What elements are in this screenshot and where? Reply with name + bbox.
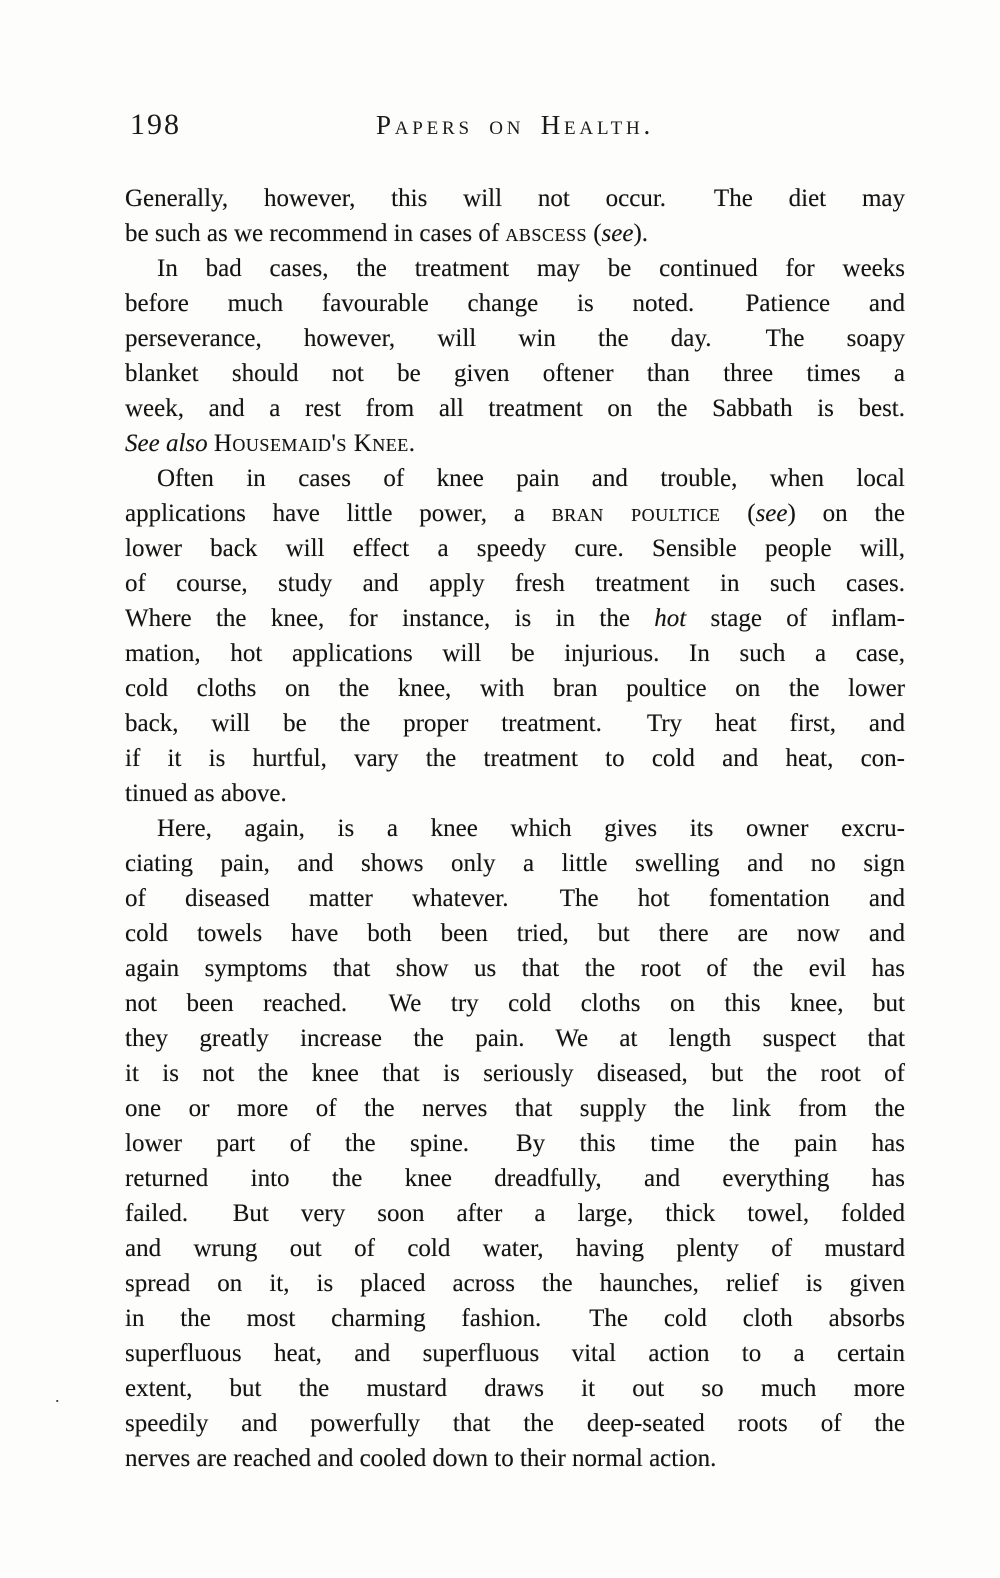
body-text: speedily and powerfully that the deep-seated roots of the <box>125 1410 905 1437</box>
body-text: cold towels have both been tried, but there are now and <box>125 920 905 947</box>
page-header <box>125 108 905 148</box>
body-text: lower part of the spine. By this time the pain has <box>125 1130 905 1157</box>
body-text: ). <box>633 220 649 247</box>
italic-text: see <box>601 220 634 247</box>
text-line <box>125 706 905 741</box>
small-caps-term: bran poultice <box>551 500 721 527</box>
italic-text: see <box>755 500 788 527</box>
body-text: . <box>408 430 415 457</box>
text-line <box>125 1196 905 1231</box>
text-line <box>125 531 905 566</box>
text-line <box>125 601 905 636</box>
small-caps-term: abscess <box>505 220 587 247</box>
body-text: applications have little power, a <box>125 500 552 527</box>
text-line <box>125 1266 905 1301</box>
body-text: ( <box>586 220 602 247</box>
text-line <box>125 1301 905 1336</box>
text-line <box>125 1441 905 1476</box>
text-block <box>125 181 905 1476</box>
text-line <box>125 741 905 776</box>
text-line <box>125 916 905 951</box>
body-text: one or more of the nerves that supply the link from the <box>125 1095 905 1122</box>
body-text: perseverance, however, will win the day. The soapy <box>125 325 905 352</box>
body-text: and wrung out of cold water, having plenty of mustard <box>125 1235 905 1262</box>
body-text: ( <box>720 500 756 527</box>
text-line <box>125 391 905 426</box>
text-line <box>125 1371 905 1406</box>
body-text: failed. But very soon after a large, thick towel, folded <box>125 1200 905 1227</box>
body-text: returned into the knee dreadfully, and everything has <box>125 1165 905 1192</box>
body-text: Often in cases of knee pain and trouble, when local <box>157 465 905 492</box>
text-line <box>125 1336 905 1371</box>
italic-text: hot <box>654 605 687 632</box>
body-text: of course, study and apply fresh treatment in such cases. <box>125 570 905 597</box>
text-line <box>125 1126 905 1161</box>
page-number: 198 <box>130 108 181 141</box>
body-text: it is not the knee that is seriously diseased, but the root of <box>125 1060 905 1087</box>
body-text: before much favourable change is noted. Patience and <box>125 290 905 317</box>
text-line <box>125 321 905 356</box>
text-line <box>125 426 905 461</box>
small-caps-term: Housemaid's Knee <box>213 430 409 457</box>
text-line <box>125 636 905 671</box>
body-text: lower back will effect a speedy cure. Sensible people will, <box>125 535 905 562</box>
text-line <box>125 356 905 391</box>
body-text: mation, hot applications will be injurious. In such a case, <box>125 640 905 667</box>
text-line <box>125 461 905 496</box>
body-text: cold cloths on the knee, with bran poultice on the lower <box>125 675 905 702</box>
text-line <box>125 1161 905 1196</box>
text-line <box>125 881 905 916</box>
body-text: back, will be the proper treatment. Try heat first, and <box>125 710 905 737</box>
text-line <box>125 181 905 216</box>
body-text: tinued as above. <box>125 780 287 807</box>
body-text: Here, again, is a knee which gives its owner excru- <box>157 815 905 842</box>
body-text: of diseased matter whatever. The hot fomentation and <box>125 885 905 912</box>
italic-text: See also <box>125 430 208 457</box>
text-line <box>125 986 905 1021</box>
body-text: extent, but the mustard draws it out so much more <box>125 1375 905 1402</box>
body-text: nerves are reached and cooled down to their normal action. <box>125 1445 717 1472</box>
body-text: ) on the <box>787 500 905 527</box>
body-text: they greatly increase the pain. We at length suspect that <box>125 1025 905 1052</box>
text-line <box>125 951 905 986</box>
text-line <box>125 286 905 321</box>
body-text: Where the knee, for instance, is in the <box>125 605 655 632</box>
text-line <box>125 1231 905 1266</box>
body-text: not been reached. We try cold cloths on this knee, but <box>125 990 905 1017</box>
text-line <box>125 776 905 811</box>
text-line <box>125 846 905 881</box>
body-text: blanket should not be given oftener than three times a <box>125 360 905 387</box>
text-line <box>125 1091 905 1126</box>
text-line <box>125 496 905 531</box>
body-text: spread on it, is placed across the haunches, relief is given <box>125 1270 905 1297</box>
text-line <box>125 216 905 251</box>
text-line <box>125 251 905 286</box>
body-text: Generally, however, this will not occur. The diet may <box>125 185 905 212</box>
text-line <box>125 1056 905 1091</box>
text-line <box>125 566 905 601</box>
body-text: be such as we recommend in cases of <box>125 220 506 247</box>
body-text: In bad cases, the treatment may be continued for weeks <box>157 255 905 282</box>
scan-artifact-dot: . <box>55 1386 60 1406</box>
text-line <box>125 671 905 706</box>
body-text: again symptoms that show us that the root of the evil has <box>125 955 905 982</box>
body-text: ciating pain, and shows only a little swelling and no sign <box>125 850 905 877</box>
body-text: week, and a rest from all treatment on the Sabbath is best. <box>125 395 905 422</box>
running-title: Papers on Health. <box>376 110 654 140</box>
body-text: in the most charming fashion. The cold cloth absorbs <box>125 1305 905 1332</box>
text-line <box>125 1406 905 1441</box>
text-line <box>125 811 905 846</box>
body-text: if it is hurtful, vary the treatment to cold and heat, con- <box>125 745 905 772</box>
body-text: stage of inflam- <box>686 605 905 632</box>
body-text: superfluous heat, and superfluous vital action to a certain <box>125 1340 905 1367</box>
text-line <box>125 1021 905 1056</box>
